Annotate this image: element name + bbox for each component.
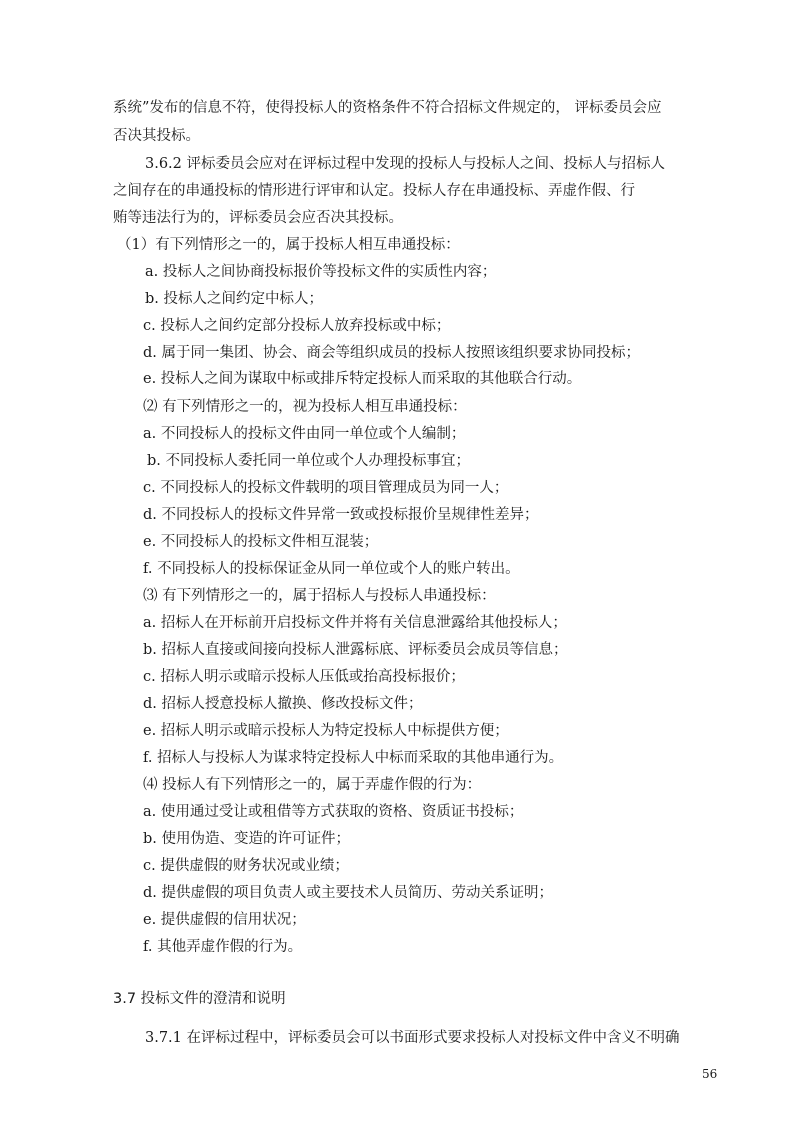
group-3-item-a: a. 招标人在开标前开启投标文件并将有关信息泄露给其他投标人； [143, 615, 567, 631]
section-heading-3-7: 3.7 投标文件的澄清和说明 [113, 991, 286, 1007]
page-number: 56 [702, 1067, 718, 1081]
group-1-title: （1）有下列情形之一的，属于投标人相互串通投标： [117, 237, 460, 253]
group-2-item-f: f. 不同投标人的投标保证金从同一单位或个人的账户转出。 [143, 561, 520, 577]
clause-362-line-2: 之间存在的串通投标的情形进行评审和认定。投标人存在串通投标、弄虚作假、行 [113, 183, 635, 199]
group-2-title: ⑵ 有下列情形之一的，视为投标人相互串通投标： [143, 399, 467, 415]
group-2-item-a: a. 不同投标人的投标文件由同一单位或个人编制； [143, 426, 466, 442]
group-2-item-b: b. 不同投标人委托同一单位或个人办理投标事宜； [147, 453, 470, 469]
group-4-item-a: a. 使用通过受让或租借等方式获取的资格、资质证书投标； [143, 804, 524, 820]
clause-362-line-3: 贿等违法行为的，评标委员会应否决其投标。 [113, 210, 403, 226]
group-4-item-c: c. 提供虚假的财务状况或业绩； [143, 858, 349, 874]
group-2-item-d: d. 不同投标人的投标文件异常一致或投标报价呈规律性差异； [143, 507, 539, 523]
group-1-item-b: b. 投标人之间约定中标人； [145, 291, 323, 307]
clause-362-line-1: 3.6.2 评标委员会应对在评标过程中发现的投标人与投标人之间、投标人与招标人 [145, 156, 666, 172]
group-4-item-e: e. 提供虚假的信用状况； [143, 912, 306, 928]
group-3-item-c: c. 招标人明示或暗示投标人压低或抬高投标报价； [143, 669, 465, 685]
group-1-item-d: d. 属于同一集团、协会、商会等组织成员的投标人按照该组织要求协同投标； [143, 345, 640, 361]
top-paragraph-line-1: 系统”发布的信息不符，使得投标人的资格条件不符合招标文件规定的， 评标委员会应 [113, 100, 662, 116]
top-paragraph-line-2: 否决其投标。 [113, 128, 200, 144]
group-2-item-e: e. 不同投标人的投标文件相互混装； [143, 534, 379, 550]
group-4-item-b: b. 使用伪造、变造的许可证件； [143, 831, 350, 847]
group-4-item-f: f. 其他弄虚作假的行为。 [143, 939, 303, 955]
group-3-item-b: b. 招标人直接或间接向投标人泄露标底、评标委员会成员等信息； [143, 642, 568, 658]
group-3-item-e: e. 招标人明示或暗示投标人为特定投标人中标提供方便； [143, 723, 509, 739]
group-1-item-c: c. 投标人之间约定部分投标人放弃投标或中标； [143, 318, 451, 334]
group-4-title: ⑷ 投标人有下列情形之一的，属于弄虚作假的行为： [143, 777, 482, 793]
group-3-item-f: f. 招标人与投标人为谋求特定投标人中标而采取的其他串通行为。 [143, 750, 564, 766]
group-2-item-c: c. 不同投标人的投标文件载明的项目管理成员为同一人； [143, 480, 509, 496]
group-3-item-d: d. 招标人授意投标人撤换、修改投标文件； [143, 696, 423, 712]
group-3-title: ⑶ 有下列情形之一的，属于招标人与投标人串通投标： [143, 588, 496, 604]
group-1-item-a: a. 投标人之间协商投标报价等投标文件的实质性内容； [145, 264, 497, 280]
group-4-item-d: d. 提供虚假的项目负责人或主要技术人员简历、劳动关系证明； [143, 885, 553, 901]
group-1-item-e: e. 投标人之间为谋取中标或排斥特定投标人而采取的其他联合行动。 [143, 371, 582, 387]
clause-371-line-1: 3.7.1 在评标过程中，评标委员会可以书面形式要求投标人对投标文件中含义不明确 [145, 1030, 680, 1046]
